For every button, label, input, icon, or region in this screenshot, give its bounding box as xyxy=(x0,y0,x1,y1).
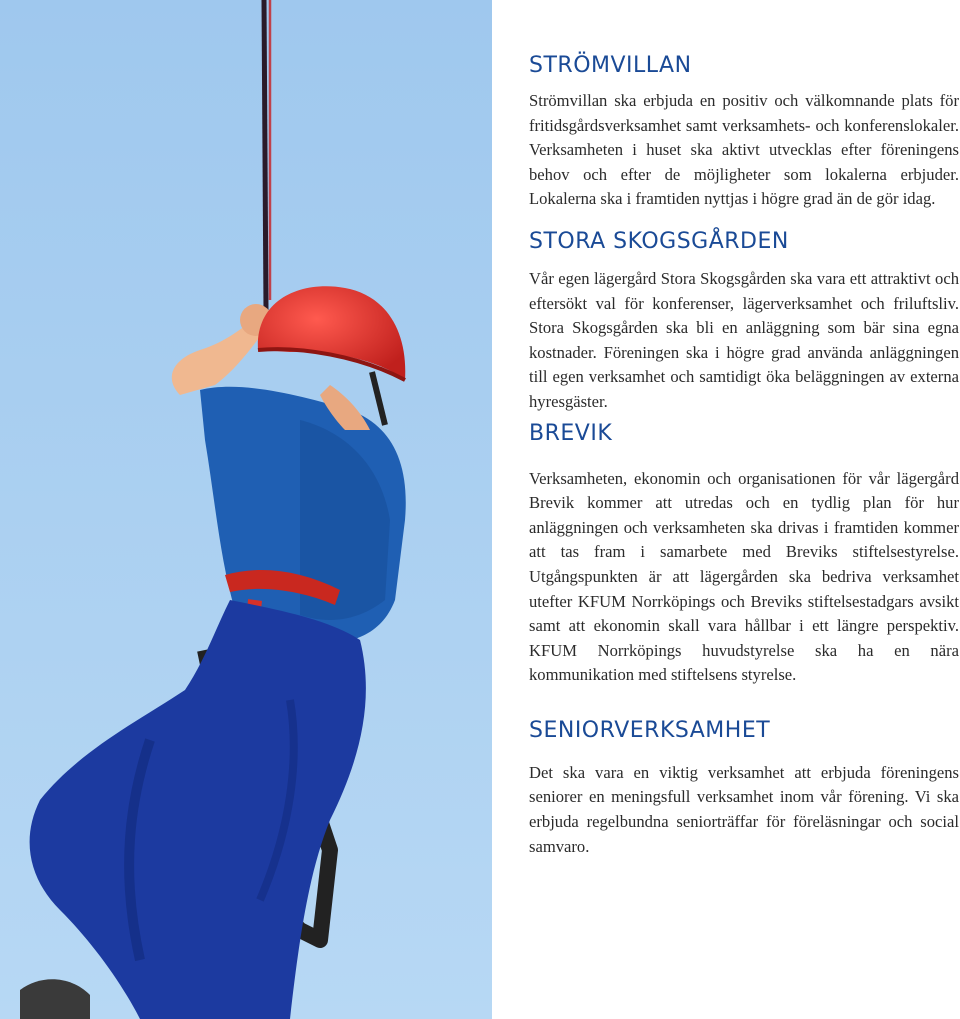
paragraph-seniorverksamhet: Det ska vara en viktig verksamhet att erbjuda föreningens seniorer en meningsfull verksamhet inom vår förening. Vi ska erbjuda regelbundna seniorträffar för föreläsningar och social samvaro. xyxy=(529,762,959,856)
paragraph-brevik: Verksamheten, ekonomin och organisationen för vår lägergård Brevik kommer att utredas och en tydlig plan för hur anläggningen och verksamheten ska drivas i framtiden kommer att tas fram i samarbete med Breviks stiftelsestyrelse. Utgångspunkten är att lägergården ska bedriva verksamhet utefter KFUM Norrköpings och Breviks stiftelsestadgars avsikt samt att ekonomin skall vara hållbar i ett längre perspektiv. KFUM Norrköpings huvudstyrelse ska ha en nära kommunikation med stiftelsens styrelse. xyxy=(529,468,959,685)
heading-stora-skogsgarden: STORA SKOGSGÅRDEN xyxy=(529,228,789,254)
heading-stromvillan: STRÖMVILLAN xyxy=(529,53,692,78)
paragraph-stora-skogsgarden: Vår egen lägergård Stora Skogsgården ska vara ett attraktivt och eftersökt val för konferenser, lägerverksamhet och friluftsliv. Stora Skogsgården ska bli en anläggning som bär sina egna kostnader. Föreningen ska i högre grad använda anläggningen till egen verksamhet och samtidigt öka beläggningen av externa hyresgäster. xyxy=(529,268,959,411)
paragraph-stromvillan: Strömvillan ska erbjuda en positiv och välkomnande plats för fritidsgårdsverksamhet samt verksamhets- och konferenslokaler. Verksamheten i huset ska aktivt utvecklas efter föreningens behov och efter de möjligheter som lokalerna erbjuder. Lokalerna ska i framtiden nyttjas i högre grad än de gör idag. xyxy=(529,91,959,209)
heading-seniorverksamhet: SENIORVERKSAMHET xyxy=(529,717,771,743)
rope xyxy=(264,0,266,310)
heading-brevik: BREVIK xyxy=(529,420,613,446)
text-column xyxy=(529,50,959,859)
